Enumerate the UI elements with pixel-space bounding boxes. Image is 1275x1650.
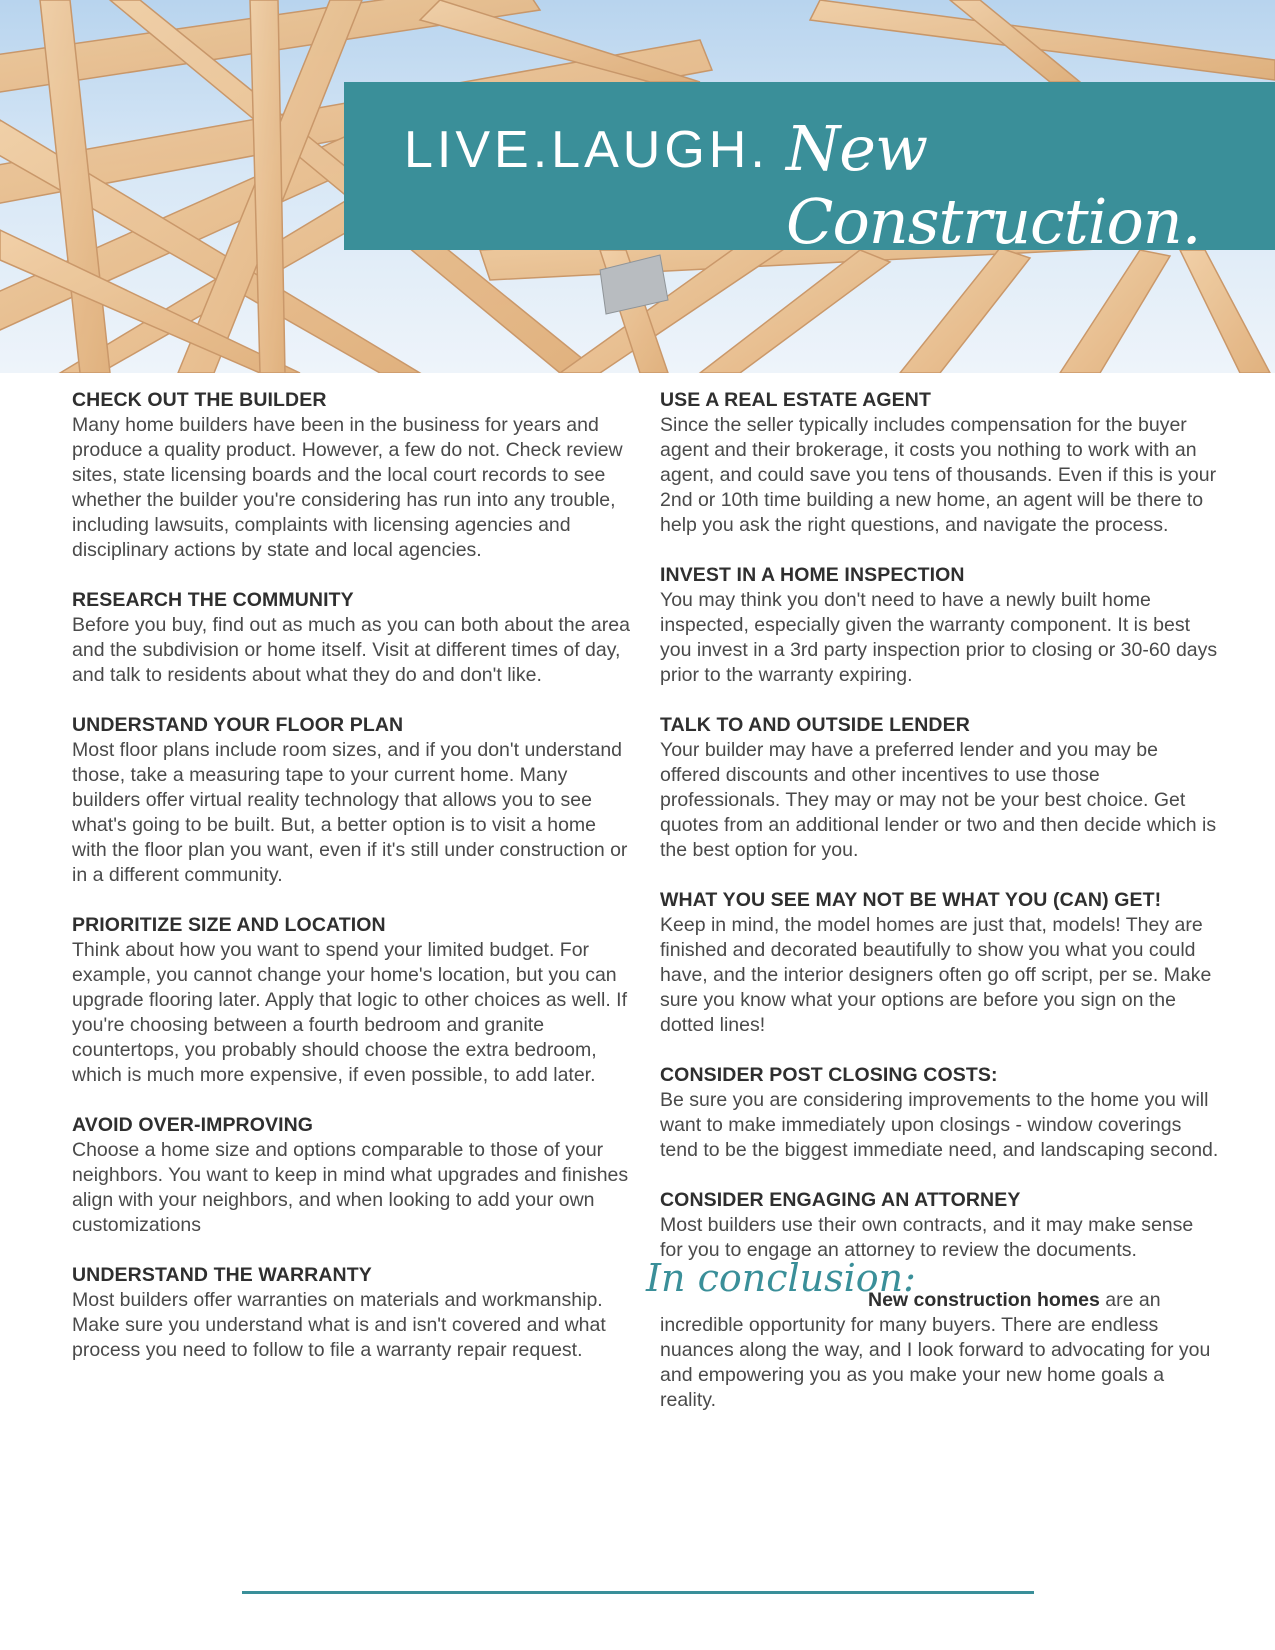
tip-body: Be sure you are considering improvements to the home you will want to make immediately upon closings - window coverings tend to be the biggest immediate need, and landscaping second. <box>660 1089 1219 1161</box>
tip-section <box>72 388 632 563</box>
tip-body: Most floor plans include room sizes, and if you don't understand those, take a measuring tape to your current home. Many builders offer virtual reality technology that allows you to see what's going to be built. But, a better option is to visit a home with the floor plan you want, even if it's still under construction or in a different community. <box>72 739 628 886</box>
tip-section <box>72 913 632 1088</box>
tip-body: You may think you don't need to have a newly built home inspected, especially given the warranty component. It is best you invest in a 3rd party inspection prior to closing or 30-60 days prior to the warranty expiring. <box>660 589 1218 686</box>
tip-heading: WHAT YOU SEE MAY NOT BE WHAT YOU (CAN) GET! <box>660 889 1162 911</box>
tip-body: Most builders use their own contracts, and it may make sense for you to engage an attorney to review the documents. <box>660 1214 1194 1261</box>
tip-body: Before you buy, find out as much as you can both about the area and the subdivision or home itself. Visit at different times of day, and talk to residents about what they do and don't like. <box>72 614 630 686</box>
tip-heading: USE A REAL ESTATE AGENT <box>660 389 931 411</box>
tip-section <box>660 888 1220 1038</box>
tip-section <box>72 713 632 888</box>
tip-heading: RESEARCH THE COMMUNITY <box>72 589 354 611</box>
footer-divider <box>242 1591 1034 1594</box>
title-banner <box>344 82 1275 258</box>
conclusion-bold: New construction homes <box>868 1289 1100 1311</box>
tip-section <box>660 1063 1220 1163</box>
title-print: LIVE.LAUGH. <box>404 121 769 179</box>
tip-body: Think about how you want to spend your limited budget. For example, you cannot change your home's location, but you can upgrade flooring later. Apply that logic to other choices as well. If you're choosing between a fourth bedroom and granite countertops, you probably should choose the extra bedroom, which is much more expensive, if even possible, to add later. <box>72 939 627 1086</box>
right-column <box>646 388 1220 1413</box>
conclusion-body: are an incredible opportunity for many buyers. There are endless nuances along the way, and I look forward to advocating for you and empowering you as you make your new home goals a reality. <box>660 1289 1211 1411</box>
tip-heading: AVOID OVER-IMPROVING <box>72 1114 314 1136</box>
tip-section <box>660 713 1220 863</box>
tip-heading: INVEST IN A HOME INSPECTION <box>660 564 965 586</box>
conclusion-text <box>660 1288 1220 1413</box>
tip-heading: PRIORITIZE SIZE AND LOCATION <box>72 914 386 936</box>
tip-heading: CONSIDER POST CLOSING COSTS: <box>660 1064 998 1086</box>
tip-section <box>72 588 632 688</box>
tip-section <box>660 388 1220 538</box>
left-column <box>72 388 632 1388</box>
hero-header <box>0 0 1275 373</box>
conclusion-script-label: In conclusion: <box>646 1256 916 1300</box>
tip-body: Choose a home size and options comparable to those of your neighbors. You want to keep in mind what upgrades and finishes align with your neighbors, and when looking to add your own customizations <box>72 1139 629 1236</box>
tip-heading: UNDERSTAND THE WARRANTY <box>72 1264 372 1286</box>
tip-heading: CONSIDER ENGAGING AN ATTORNEY <box>660 1189 1021 1211</box>
tip-section <box>72 1113 632 1238</box>
tip-body: Most builders offer warranties on materials and workmanship. Make sure you understand what is and isn't covered and what process you need to follow to file a warranty repair request. <box>72 1289 606 1361</box>
tip-body: Your builder may have a preferred lender and you may be offered discounts and other incentives to use those professionals. They may or may not be your best choice. Get quotes from an additional lender or two and then decide which is the best option for you. <box>660 739 1217 861</box>
tip-heading: CHECK OUT THE BUILDER <box>72 389 327 411</box>
tip-body: Since the seller typically includes compensation for the buyer agent and their brokerage, it costs you nothing to work with an agent, and could save you tens of thousands. Even if this is your 2nd or 10th time building a new home, an agent will be there to help you ask the right questions, and navigate the process. <box>660 414 1217 536</box>
tip-heading: UNDERSTAND YOUR FLOOR PLAN <box>72 714 404 736</box>
conclusion <box>646 1256 1220 1413</box>
tip-body: Keep in mind, the model homes are just that, models! They are finished and decorated beautifully to show you what you could have, and the interior designers often go off script, per se. Make sure you know what your options are before you sign on the dotted lines! <box>660 914 1212 1036</box>
tip-section <box>72 1263 632 1363</box>
tip-section <box>660 1188 1220 1263</box>
tip-body: Many home builders have been in the business for years and produce a quality product. However, a few do not. Check review sites, state licensing boards and the local court records to see whether the builder you're considering has run into any trouble, including lawsuits, complaints with licensing agencies and disciplinary actions by state and local agencies. <box>72 414 623 561</box>
tip-heading: TALK TO AND OUTSIDE LENDER <box>660 714 970 736</box>
title-script: New Construction. <box>786 112 1201 258</box>
tip-section <box>660 563 1220 688</box>
